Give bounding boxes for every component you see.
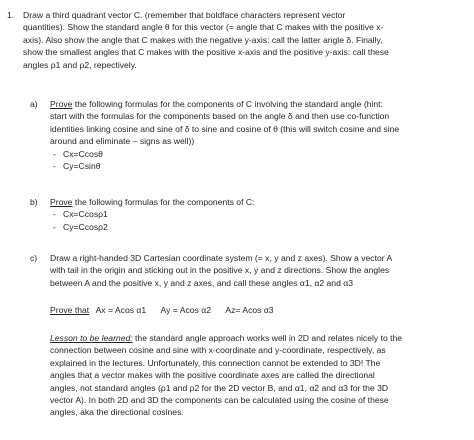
formula: Cx=Ccosθ	[63, 148, 103, 159]
text-line: show the smallest angles that C makes with the positive x-axis and the positive y-axis: call these	[23, 47, 389, 58]
formula: Cx=Ccosρ1	[63, 209, 108, 220]
part-b-label: b)	[30, 197, 38, 207]
item-number: 1.	[7, 10, 15, 20]
text-line: axis). Also show the angle that C makes with the negative y-axis: call the latter angle δ. Finally,	[23, 34, 383, 45]
text-line: around and eliminate – signs as well))	[50, 136, 195, 147]
text-line	[50, 98, 399, 110]
prove-word: Prove	[50, 99, 73, 109]
formula-line: - Cx=Ccosρ1	[53, 209, 108, 220]
formula: Ay = Acos α2	[160, 305, 211, 315]
formula-line: - Cx=Ccosθ	[53, 148, 103, 159]
text-fragment: the following formulas for the components of C involving the standard angle (hint:	[72, 99, 383, 109]
formula: Cy=Csinθ	[63, 161, 101, 172]
part-a-label: a)	[30, 99, 38, 109]
text-line: start with the formulas for the components based on the angle δ and then use co-function	[50, 111, 390, 122]
text-line	[50, 196, 254, 208]
text-line: identities linking cosine and sine of δ to sine and cosine of θ (this will switch cosine and sine	[50, 123, 400, 134]
text-line: Draw a right-handed 3D Cartesian coordinate system (= x, y and z axes). Show a vector A	[50, 253, 393, 263]
part-b-text	[50, 196, 254, 233]
formula: Az= Acos α3	[225, 305, 274, 315]
formula: Cy=Ccosρ2	[63, 221, 108, 232]
text-line: with tail in the origin and sticking out in the positive x, y and z directions. Show the angles	[50, 265, 390, 276]
lesson-title: Lesson to be learned:	[50, 333, 133, 343]
formula-line: - Cy=Ccosρ2	[53, 221, 108, 232]
text-line: Draw a third quadrant vector C. (remember that boldface characters represent vector	[23, 10, 346, 20]
text-line: angles that a vector makes with the positive coordinate axes are called the directional	[50, 370, 375, 381]
formula-line: - Cy=Csinθ	[53, 161, 101, 172]
text-line: angles, aka the directional cosines.	[50, 407, 184, 418]
prove-that-label: Prove that	[50, 305, 90, 315]
text-fragment: the following formulas for the components of C:	[72, 197, 255, 207]
text-line: angles ρ1 and ρ2, repectively.	[23, 59, 137, 70]
part-a-text	[50, 98, 399, 172]
part-c-label: c)	[30, 253, 38, 263]
text-line: explained in the lectures. Unfortunately, this connection cannot be extended to 3D! The	[50, 357, 381, 368]
lesson-paragraph	[50, 332, 402, 419]
item1-text	[23, 9, 389, 71]
formula: Ax = Acos α1	[95, 305, 147, 315]
text-line: quantities). Show the standard angle θ for this vector (= angle that C makes with the positive x-	[23, 22, 384, 33]
text-line	[50, 332, 402, 344]
text-line: between A and the positive x, y and z axes, and call these angles α1, α2 and α3	[50, 277, 353, 288]
text-line: vector A). In both 2D and 3D the components can be calculated using the cosine of these	[50, 395, 389, 406]
text-fragment: the standard angle approach works well in 2D and relates nicely to the	[132, 333, 403, 343]
text-line: connection between cosine and sine with x-coordinate and y-coordinate, respectively, as	[50, 345, 386, 356]
prove-word: Prove	[50, 197, 73, 207]
prove-that-line	[50, 304, 274, 316]
text-line: angles, not standard angles (ρ1 and ρ2 for the 2D vector B, and α1, α2 and α3 for the 3D	[50, 382, 389, 393]
part-c-text	[50, 252, 392, 289]
